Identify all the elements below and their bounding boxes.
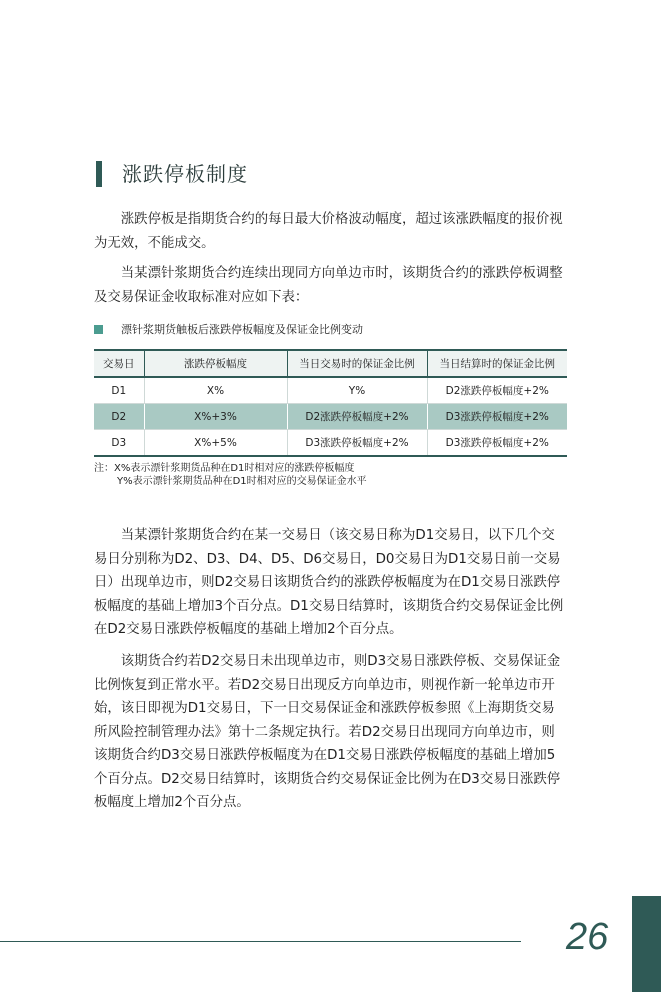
table-row (94, 404, 567, 430)
table-cell: D3涨跌停板幅度+2% (287, 430, 427, 457)
page-edge-tab (632, 896, 661, 992)
table-cell: D2 (94, 404, 144, 430)
table-cell: X% (144, 377, 287, 404)
table-notes (94, 462, 367, 488)
note-y: Y%表示漂针浆期货品种在D1时相对应的交易保证金水平 (117, 476, 367, 487)
table-caption: 漂针浆期货触板后涨跌停板幅度及保证金比例变动 (121, 323, 363, 336)
note-x: 注：X%表示漂针浆期货品种在D1时相对应的涨跌停板幅度 (94, 463, 355, 474)
section-marker (96, 161, 102, 187)
footer-rule (0, 941, 521, 942)
header-intraday-margin: 当日交易时的保证金比例 (287, 350, 427, 377)
table-cell: D2涨跌停板幅度+2% (427, 377, 567, 404)
table-cell: D3涨跌停板幅度+2% (427, 404, 567, 430)
table-cell: X%+3% (144, 404, 287, 430)
table-row (94, 430, 567, 457)
body-paragraph-d2: 该期货合约若D2交易日未出现单边市，则D3交易日涨跌停板、交易保证金比例恢复到正常水平。若D2交易日出现反方向单边市，则视作新一轮单边市开始，该日即视为D1交易日，下一日交易保证金和涨跌停板参照《上海期货交易所风险控制管理办法》第十二条规定执行。若D2交易日出现同方向单边市，则该期货合约D3交易日涨跌停板幅度为在D1交易日涨跌停板幅度的基础上增加5个百分点。D2交易日结算时，该期货合约交易保证金比例为在D3交易日涨跌停板幅度上增加2个百分点。 (94, 654, 561, 810)
table-cell: D1 (94, 377, 144, 404)
header-limit-range: 涨跌停板幅度 (144, 350, 287, 377)
section-title: 涨跌停板制度 (122, 162, 248, 186)
page-number: 26 (566, 916, 609, 958)
limit-margin-table (94, 349, 567, 457)
caption-marker (94, 325, 103, 334)
table-cell: D3涨跌停板幅度+2% (427, 430, 567, 457)
table-cell: D2涨跌停板幅度+2% (287, 404, 427, 430)
header-trading-day: 交易日 (94, 350, 144, 377)
intro-paragraph: 涨跌停板是指期货合约的每日最大价格波动幅度，超过该涨跌幅度的报价视为无效，不能成交。 (94, 212, 563, 251)
table-header-row (94, 350, 567, 377)
table-row (94, 377, 567, 404)
table-cell: Y% (287, 377, 427, 404)
table-intro-paragraph: 当某漂针浆期货合约连续出现同方向单边市时，该期货合约的涨跌停板调整及交易保证金收取标准对应如下表： (94, 266, 563, 305)
body-paragraph-d1: 当某漂针浆期货合约在某一交易日（该交易日称为D1交易日，以下几个交易日分别称为D2、D3、D4、D5、D6交易日，D0交易日为D1交易日前一交易日）出现单边市，则D2交易日该期货合约的涨跌停板幅度为在D1交易日涨跌停板幅度的基础上增加3个百分点。D1交易日结算时，该期货合约交易保证金比例在D2交易日涨跌停板幅度的基础上增加2个百分点。 (94, 528, 564, 637)
table-cell: X%+5% (144, 430, 287, 457)
header-settlement-margin: 当日结算时的保证金比例 (427, 350, 567, 377)
table-cell: D3 (94, 430, 144, 457)
